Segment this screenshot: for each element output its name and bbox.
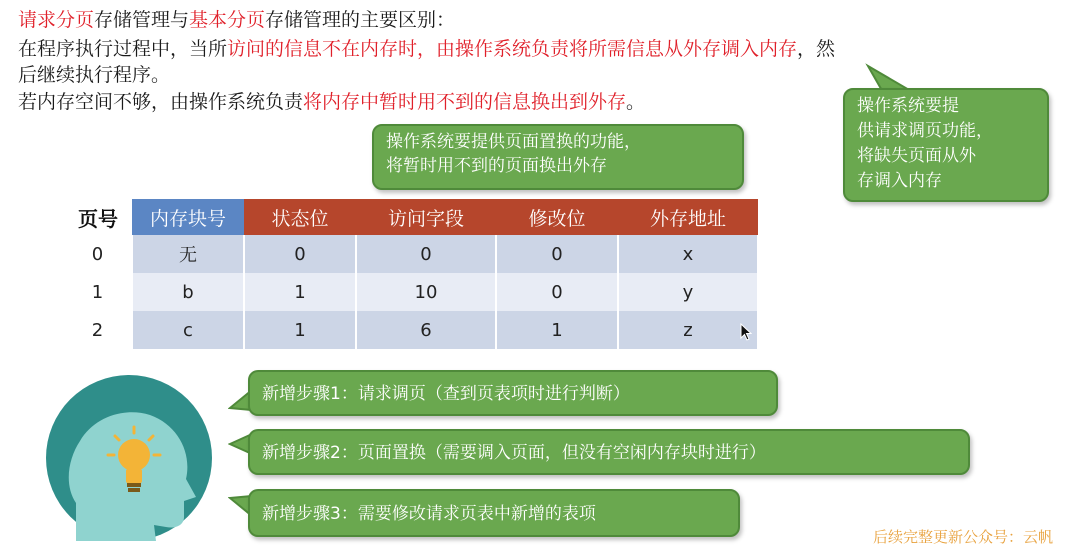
intro-line4-red: 将内存中暂时用不到的信息换出到外存: [303, 91, 627, 113]
cell-modify-bit: 0: [496, 273, 618, 311]
table-row: [64, 273, 758, 311]
cell-block-number: b: [132, 273, 244, 311]
cell-access-field: 10: [356, 273, 496, 311]
step3-bubble: 新增步骤3：需要修改请求页表中新增的表项: [248, 489, 740, 537]
page-table-header-row: [64, 199, 758, 235]
page-table: [64, 199, 759, 349]
intro-line2-red2: 由操作系统负责将所需信息从外存调入内存: [436, 38, 798, 60]
cell-block-number: c: [132, 311, 244, 349]
step1-bubble: 新增步骤1：请求调页（查到页表项时进行判断）: [248, 370, 778, 416]
intro-title-red1: 请求分页: [18, 9, 95, 31]
intro-line4-b: 。: [626, 91, 646, 113]
table-row: [64, 311, 758, 349]
cell-external-address: z: [618, 311, 758, 349]
cell-page-number: 0: [64, 235, 132, 273]
cell-page-number: 2: [64, 311, 132, 349]
bubble-page-replacement: [372, 124, 744, 190]
bubble-demand-line1: 操作系统要提: [857, 96, 959, 116]
intro-line4: [18, 90, 645, 114]
intro-title-mid2: 存储管理的主要区别：: [265, 9, 456, 31]
cell-page-number: 1: [64, 273, 132, 311]
bubble-demand-paging: [843, 88, 1049, 202]
bubble-replace-line1: 操作系统要提供页面置换的功能，: [386, 132, 641, 152]
intro-line2-a: 在程序执行过程中，当所: [18, 38, 228, 60]
bubble-replace-line2: 将暂时用不到的页面换出外存: [386, 156, 607, 176]
header-page-number: 页号: [64, 199, 132, 235]
mouse-cursor-icon: [740, 323, 752, 341]
intro-title-red2: 基本分页: [189, 9, 266, 31]
cell-access-field: 6: [356, 311, 496, 349]
intro-line2-b: ，然: [797, 38, 836, 60]
bubble-demand-line3: 将缺失页面从外: [857, 146, 976, 166]
intro-title: [18, 8, 455, 32]
cell-modify-bit: 1: [496, 311, 618, 349]
cell-external-address: x: [618, 235, 758, 273]
header-external-address: 外存地址: [618, 199, 758, 235]
intro-line2: [18, 37, 835, 61]
step2-bubble: 新增步骤2：页面置换（需要调入页面，但没有空闲内存块时进行）: [248, 429, 970, 475]
intro-line4-a: 若内存空间不够，由操作系统负责: [18, 91, 304, 113]
footer-watermark: 后续完整更新公众号：云帆: [872, 528, 1053, 546]
header-modify-bit: 修改位: [496, 199, 618, 235]
table-row: [64, 235, 758, 273]
bubble-demand-line4: 存调入内存: [857, 171, 942, 191]
cell-status-bit: 0: [244, 235, 356, 273]
header-access-field: 访问字段: [356, 199, 496, 235]
idea-head-avatar: [46, 375, 212, 541]
head-lightbulb-icon: [46, 375, 212, 541]
cell-external-address: y: [618, 273, 758, 311]
intro-line2-red1: 访问的信息不在内存时，: [227, 38, 437, 60]
intro-title-mid1: 存储管理与: [94, 9, 190, 31]
cell-status-bit: 1: [244, 311, 356, 349]
cell-access-field: 0: [356, 235, 496, 273]
intro-line3: 后继续执行程序。: [18, 64, 171, 86]
cell-status-bit: 1: [244, 273, 356, 311]
cell-block-number: 无: [132, 235, 244, 273]
header-block-number: 内存块号: [132, 199, 244, 235]
bubble-demand-line2: 供请求调页功能，: [857, 121, 993, 141]
header-status-bit: 状态位: [244, 199, 356, 235]
cell-modify-bit: 0: [496, 235, 618, 273]
